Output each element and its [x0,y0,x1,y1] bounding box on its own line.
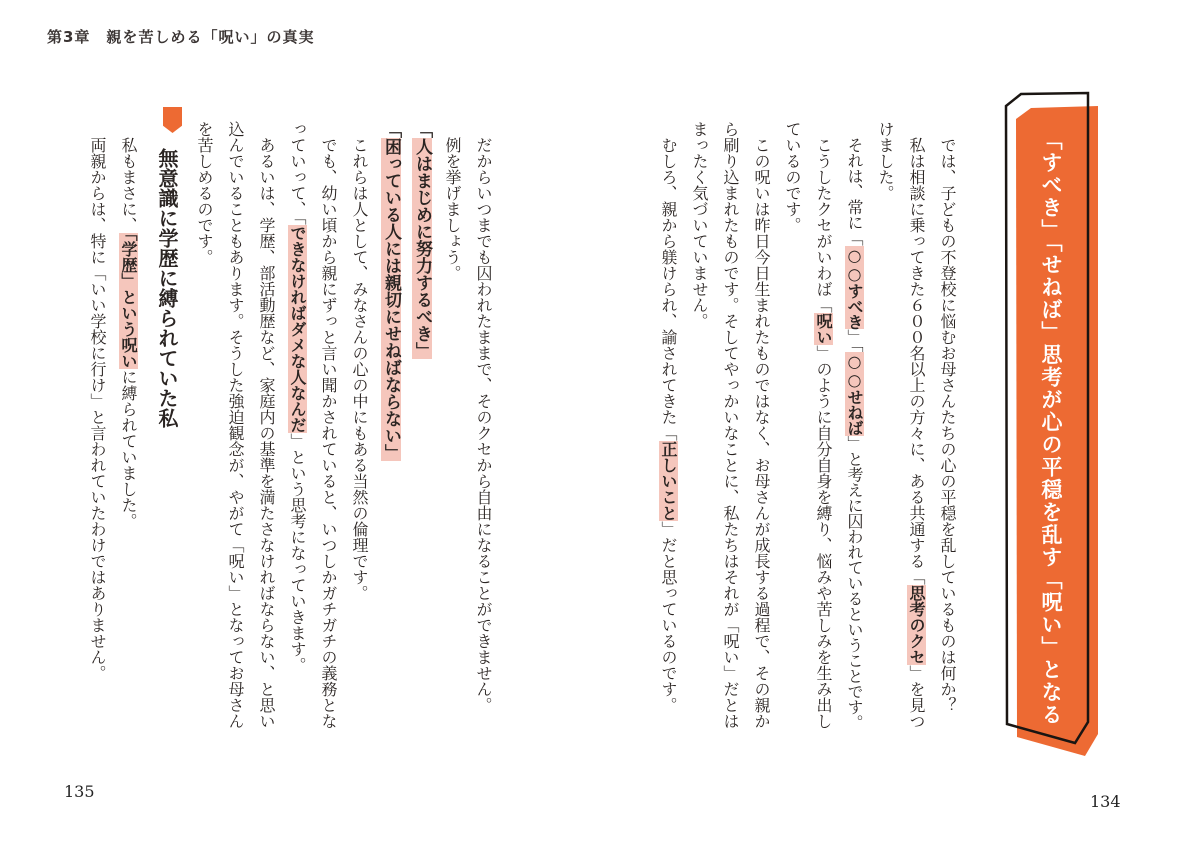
page-135-text-block [82,121,499,733]
emphasis-term: 思考のクセ [907,585,926,665]
emphasis-term: できなければダメな人なんだ [288,225,307,433]
chapter-title-banner [993,82,1108,772]
emphasis-term: ○○せねば [845,352,864,436]
section-heading [151,107,182,733]
text-run: 私は相談に乗ってきた６００名以上の方々に、ある共通する「 [907,137,926,585]
text-run: これらは人として、みなさんの心の中にもある当然の倫理です。 [350,137,369,601]
page-number-134: 134 [1090,792,1121,811]
page-number-135: 135 [64,782,95,801]
text-run: 」「 [845,329,864,352]
page-134-text-block [653,121,963,733]
text-run: この呪いは昨日今日生まれたものではなく、お母さんが成長する過程で、その親から刷り込まれたものです。そしてやっかいなことに、私たちはそれが「呪い」だとはまったく気づいていません。 [690,121,771,729]
text-run: それは、常に「 [845,137,864,246]
paragraph [468,121,499,733]
emphasis-term: 人はまじめに努力するべき」 [412,138,432,359]
bookmark-tag-icon [163,107,182,133]
emphasis-term: 呪い [814,313,833,345]
paragraph [777,121,839,733]
paragraph [82,121,113,733]
text-run: だからいつまでも囚われたままで、そのクセから自由になることができません。 [474,137,493,713]
text-run: 「 [381,121,401,138]
paragraph [344,121,375,733]
text-run: 」という思考になっていきます。 [288,433,307,673]
paragraph [113,121,144,733]
text-run: に縛られていました。 [119,369,138,529]
paragraph [282,121,344,733]
text-run: 例を挙げましょう。 [443,137,462,281]
text-run: では、子どもの不登校に悩むお母さんたちの心の平穏を乱しているものは何か？ [938,137,957,713]
text-run: 」のように自分自身を縛り、悩みや苦しみを生み出しているのです。 [783,121,833,729]
text-run: 「 [412,121,432,138]
paragraph [684,121,777,733]
chapter-title [993,82,1108,772]
paragraph [932,121,963,733]
paragraph [189,121,282,733]
text-run: でも、幼い頃から親にずっと言い聞かされていると、いつしかガチガチの義務となっていって、「 [288,121,338,729]
quote-heading [375,121,406,733]
text-run: 私もまさに、 [119,137,138,233]
emphasis-term: 困っている人には親切にせねばならない」 [381,138,401,461]
text-run: 両親からは、特に「いい学校に行け」と言われていたわけではありません。 [88,137,107,681]
emphasis-term: 正しいこと [659,441,678,521]
text-run: こうしたクセがいわば「 [814,137,833,313]
chapter-title-text: 「すべき」「せねば」思考が心の平穏を乱す「呪い」となる [1039,128,1063,726]
text-run: むしろ、親から躾けられ、諭されてきた「 [659,137,678,441]
chapter-running-head: 第3章 親を苦しめる「呪い」の真実 [47,28,315,46]
paragraph [437,121,468,733]
paragraph [839,121,870,733]
paragraph [870,121,932,733]
emphasis-term: ○○すべき [845,245,864,329]
text-run: 」を見つけました。 [876,121,926,729]
text-run: 」と考えに囚われているということです。 [845,435,864,730]
text-run: あるいは、学歴、部活動歴など、家庭内の基準を満たさなければならない、と思い込んでいることもあります。そうした強迫観念が、やがて「呪い」となってお母さんを苦しめるのです。 [195,121,276,729]
emphasis-term: 「学歴」という呪い [119,233,138,369]
text-run: 」だと思っているのです。 [659,521,678,713]
section-heading-text: 無意識に学歴に縛られていた私 [155,148,179,428]
paragraph [653,121,684,733]
quote-heading [406,121,437,733]
